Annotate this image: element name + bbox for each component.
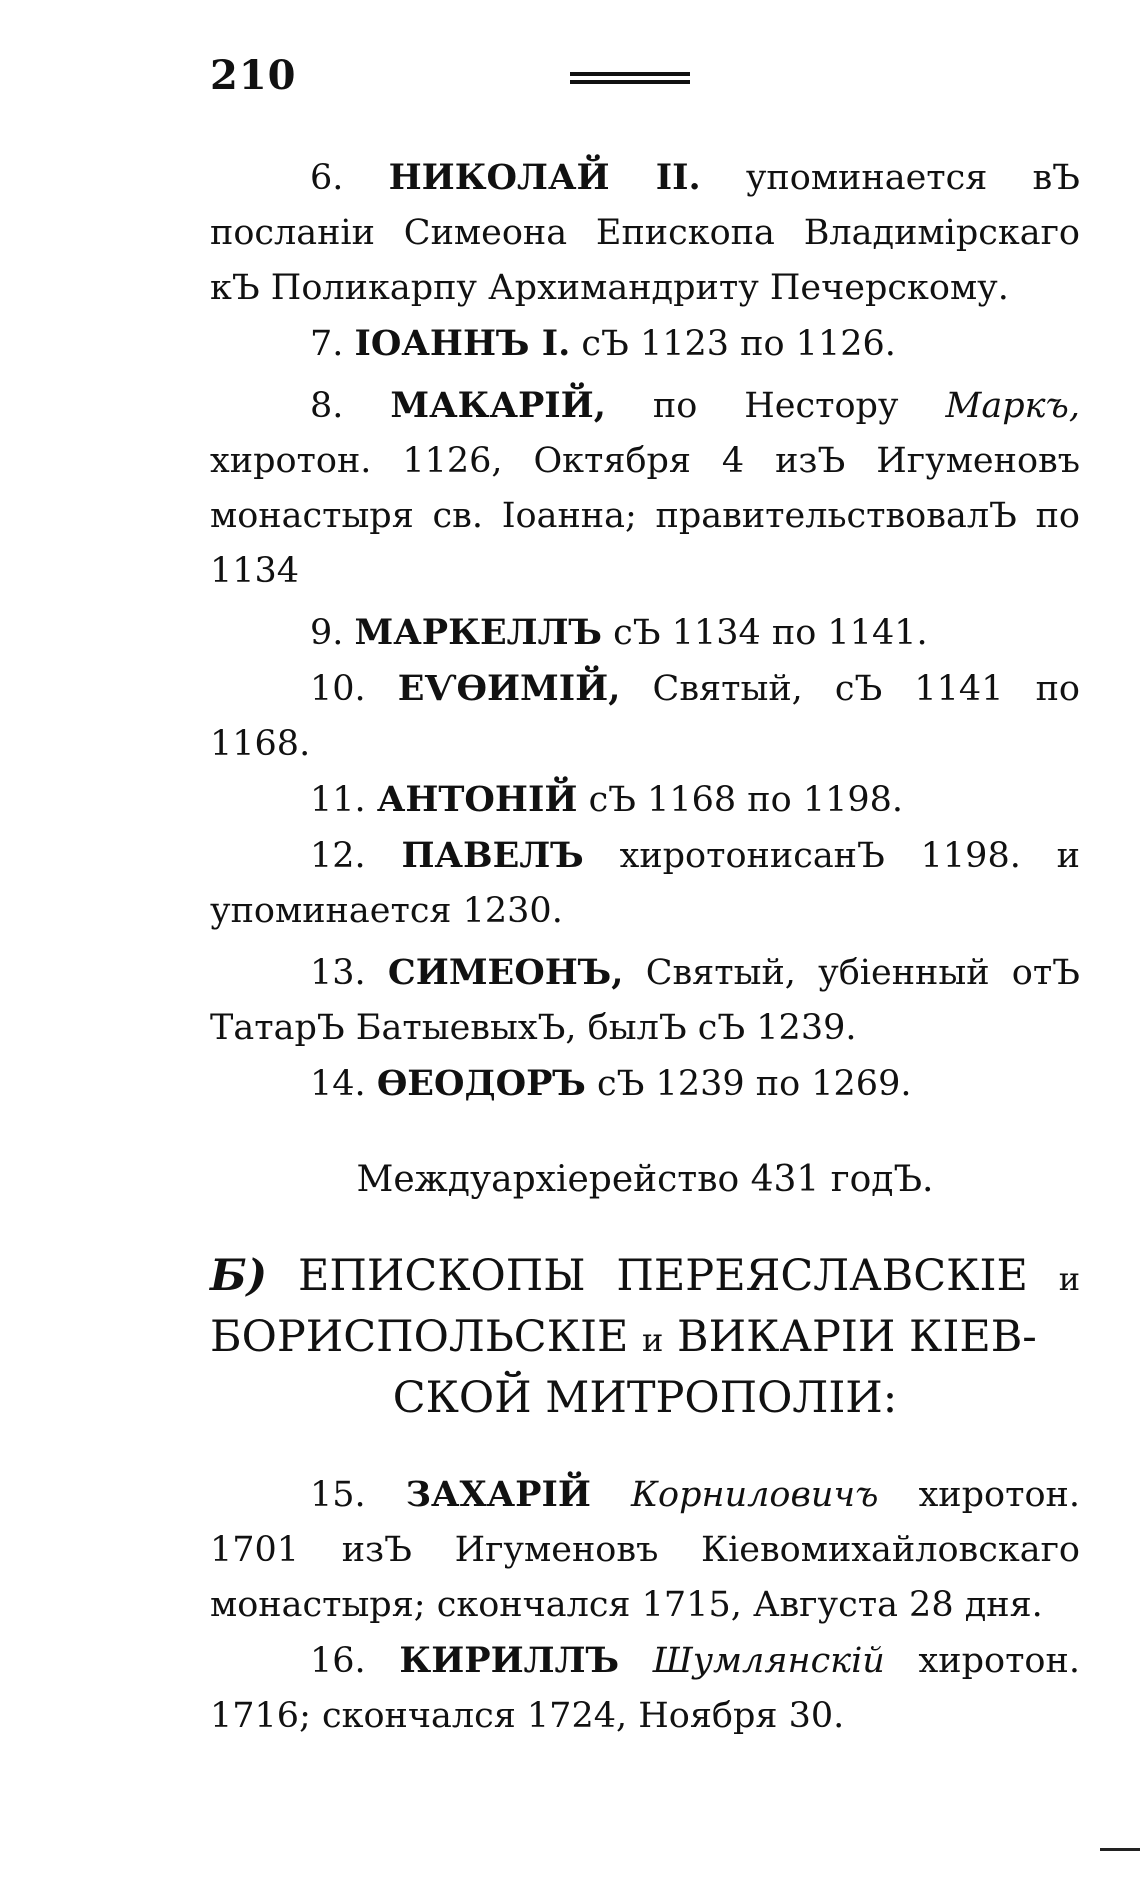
section-heading-line2b: ВИКАРІИ КІЕВ- <box>677 1312 1037 1362</box>
page-number: 210 <box>210 52 297 99</box>
entry-6 <box>210 150 1080 316</box>
bishop-name: ѲЕОДОРЪ <box>376 1063 586 1104</box>
interregnum-note: Междуархіерейство 431 годЪ. <box>356 1159 934 1200</box>
entry-text: сЪ 1168 по 1198. <box>588 780 904 820</box>
page-header <box>210 52 930 112</box>
entry-text: хиротон. 1701 изЪ Игуменовъ Кіевомихайловскаго монастыря; скончался 1715, Августа 28 дня. <box>210 1475 1080 1625</box>
entry-11 <box>210 772 1080 828</box>
entry-number: 8. <box>310 386 344 426</box>
entry-text: по Нестору <box>652 386 899 426</box>
entry-14 <box>210 1056 1080 1112</box>
header-ornament-rule <box>570 72 690 88</box>
bishop-name: КИРИЛЛЪ <box>399 1640 620 1681</box>
entry-number: 7. <box>310 324 344 364</box>
section-heading-line3: СКОЙ МИТРОПОЛІИ: <box>392 1373 898 1423</box>
section-heading-line2: БОРИСПОЛЬСКІЕ <box>210 1312 629 1362</box>
entry-9 <box>210 605 1080 661</box>
entry-text: сЪ 1239 по 1269. <box>597 1064 912 1104</box>
bishop-name: АНТОНІЙ <box>376 779 578 820</box>
entry-text: Святый, убіенный отЪ ТатарЪ БатыевыхЪ, былЪ сЪ 1239. <box>210 953 1080 1048</box>
section-conjunction: и <box>642 1321 664 1359</box>
entry-16 <box>210 1633 1080 1744</box>
bishop-name: СИМЕОНЪ, <box>387 952 624 993</box>
entry-number: 9. <box>310 613 344 653</box>
bishop-name: ЗАХАРІЙ <box>405 1474 591 1515</box>
entry-number: 14. <box>310 1064 366 1104</box>
entry-number: 6. <box>310 158 344 198</box>
entry-italic-name: Маркъ, <box>945 386 1080 426</box>
entry-13 <box>210 945 1080 1056</box>
section-letter: Б) <box>210 1251 268 1301</box>
entry-10 <box>210 661 1080 772</box>
entry-7 <box>210 316 1080 372</box>
entry-text: сЪ 1123 по 1126. <box>581 324 896 364</box>
entry-text: сЪ 1134 по 1141. <box>613 613 928 653</box>
entry-text: хиротон. 1716; скончался 1724, Ноября 30. <box>210 1641 1080 1736</box>
margin-mark <box>1100 1848 1140 1851</box>
section-heading-line1: ЕПИСКОПЫ ПЕРЕЯСЛАВСКІЕ <box>297 1251 1028 1301</box>
entry-italic-name: Корниловичъ <box>630 1475 879 1515</box>
bishop-name: МАРКЕЛЛЪ <box>354 612 603 653</box>
entry-number: 10. <box>310 669 366 709</box>
entry-number: 13. <box>310 953 366 993</box>
entry-number: 16. <box>310 1641 366 1681</box>
page-body <box>210 150 1080 1744</box>
bishop-name: МАКАРІЙ, <box>390 385 606 426</box>
entry-12 <box>210 828 1080 939</box>
bishop-name: НИКОЛАЙ II. <box>388 157 701 198</box>
entry-number: 12. <box>310 836 366 876</box>
entry-text: хиротон. 1126, Октября 4 изЪ Игуменовъ монастыря св. Іоанна; правительствовалЪ по 1134 <box>210 441 1080 591</box>
section-heading <box>210 1247 1080 1427</box>
entry-text: хиротонисанЪ 1198. и упоминается 1230. <box>210 836 1080 931</box>
entry-number: 11. <box>310 780 366 820</box>
bishop-name: ІОАННЪ І. <box>354 323 571 364</box>
entry-text: Святый, сЪ 1141 по 1168. <box>210 669 1080 764</box>
entry-italic-name: Шумлянскій <box>652 1641 885 1681</box>
entry-8 <box>210 378 1080 599</box>
bishop-name: ЕѴѲИМІЙ, <box>397 668 621 709</box>
section-conjunction: и <box>1058 1260 1081 1298</box>
entry-15 <box>210 1467 1080 1633</box>
bishop-name: ПАВЕЛЪ <box>401 835 584 876</box>
entry-text: упоминается вЪ посланіи Симеона Епископа Владимірскаго кЪ Поликарпу Архимандриту Печерскому. <box>210 158 1080 308</box>
entry-number: 15. <box>310 1475 366 1515</box>
